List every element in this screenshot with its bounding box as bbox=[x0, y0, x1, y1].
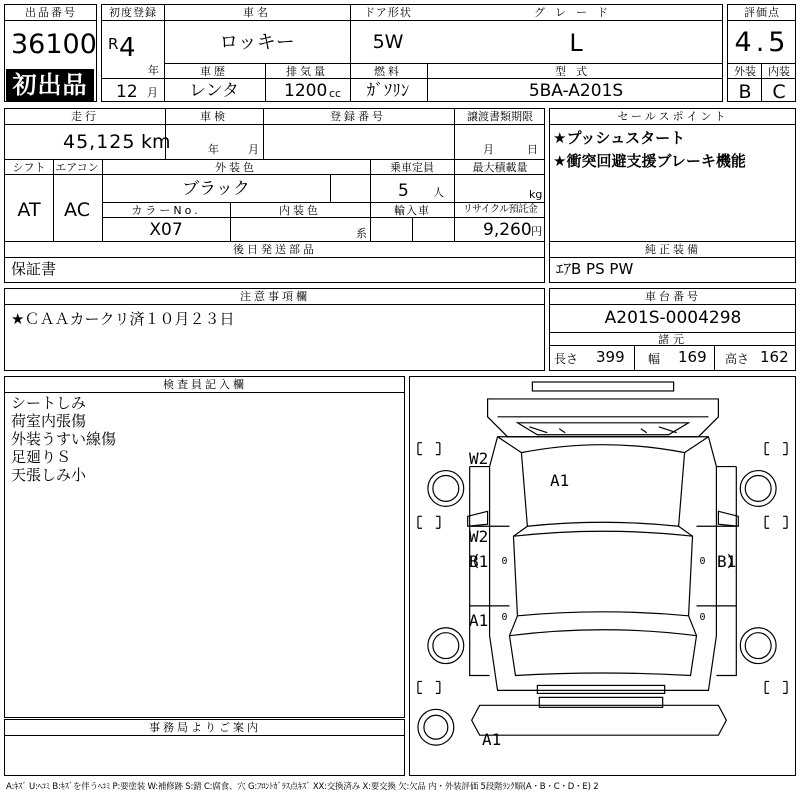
recycle-fee: 9,260 bbox=[483, 220, 532, 240]
exterior-grade: B bbox=[738, 81, 752, 103]
sales-points-box bbox=[549, 108, 796, 242]
registration-number-label: 登録番号 bbox=[330, 110, 386, 123]
max-load-label: 最大積載量 bbox=[472, 161, 528, 174]
import-label: 輸入車 bbox=[394, 204, 430, 217]
inspector-box bbox=[4, 376, 405, 718]
transfer-doc-label: 譲渡書類期限 bbox=[467, 110, 533, 123]
first-listing-badge: 初出品 bbox=[6, 69, 94, 101]
car-diagram-box bbox=[409, 376, 796, 776]
capacity-label: 乗車定員 bbox=[390, 161, 434, 174]
inspector-line: シートしみ bbox=[11, 394, 87, 412]
notes-box bbox=[4, 288, 545, 371]
year-unit: 年 bbox=[148, 64, 159, 77]
legend: A:ｷｽﾞ U:ﾍｺﾐ B:ｷｽﾞを伴うﾍｺﾐ P:要塗装 W:補修跡 S:錆 C:腐食、穴 G:ﾌﾛﾝﾄｶﾞﾗｽ点ｷｽﾞ XX:交換済み X:要交換 欠:欠品 内・外装評価 5段階ﾗﾝｸ順(A・B・C・D・E) 2 bbox=[6, 782, 599, 792]
inspector-label: 検査員記入欄 bbox=[163, 378, 247, 391]
fuel: ｶﾞｿﾘﾝ bbox=[366, 81, 410, 101]
aircon-label: エアコン bbox=[55, 161, 99, 174]
damage-mark: B1 bbox=[717, 552, 737, 571]
model: 5BA-A201S bbox=[528, 81, 624, 101]
score: 4.5 bbox=[734, 27, 790, 58]
inspector-line: 足廻りＳ bbox=[11, 448, 72, 466]
office-label: 事務局よりご案内 bbox=[149, 721, 261, 734]
inspection-label: 車検 bbox=[200, 110, 228, 123]
chassis-box bbox=[549, 288, 796, 371]
displacement-label: 排気量 bbox=[286, 65, 328, 78]
damage-mark: W2 bbox=[469, 527, 489, 546]
length-label: 長さ bbox=[554, 352, 579, 366]
first-registration-label: 初度登録 bbox=[109, 6, 157, 19]
yen-unit: 円 bbox=[531, 225, 542, 238]
height-value: 162 bbox=[760, 348, 789, 366]
equipment-box bbox=[549, 241, 796, 283]
lot-number-box bbox=[4, 4, 97, 102]
inspection-month-unit: 月 bbox=[248, 143, 259, 156]
damage-mark: B1 bbox=[469, 552, 489, 571]
score-box bbox=[727, 4, 796, 102]
car-diagram bbox=[410, 377, 795, 775]
aircon: AC bbox=[64, 199, 90, 221]
door-type: 5W bbox=[372, 31, 404, 53]
office-box bbox=[4, 719, 405, 776]
sales-point-2: ★衝突回避支援ブレーキ機能 bbox=[553, 152, 746, 170]
exterior-color: ブラック bbox=[182, 179, 250, 199]
fuel-label: 燃料 bbox=[374, 65, 402, 78]
chassis-label: 車台番号 bbox=[645, 290, 701, 303]
chassis-number: A201S-0004298 bbox=[604, 308, 742, 328]
history-label: 車歴 bbox=[200, 65, 228, 78]
exterior-label: 外装 bbox=[734, 65, 756, 78]
later-parts-box bbox=[4, 241, 545, 283]
cc-unit: cc bbox=[329, 87, 342, 100]
sales-points-label: セールスポイント bbox=[617, 110, 729, 123]
damage-mark: A1 bbox=[550, 471, 570, 490]
inspection-year-unit: 年 bbox=[208, 143, 219, 156]
car-name: ロッキー bbox=[219, 31, 295, 53]
registration-year: 4 bbox=[119, 33, 136, 63]
inspector-line: 外装うすい線傷 bbox=[11, 430, 117, 448]
lot-number: 36100 bbox=[11, 29, 97, 60]
later-parts-label: 後日発送部品 bbox=[233, 243, 317, 256]
damage-mark: A1 bbox=[469, 611, 489, 630]
grade-label: グレード bbox=[534, 6, 618, 19]
vehicle-info-box bbox=[4, 108, 545, 242]
lot-number-label: 出品番号 bbox=[25, 6, 77, 19]
car-name-label: 車名 bbox=[243, 6, 271, 19]
transfer-day-unit: 日 bbox=[527, 143, 538, 156]
header-main-box bbox=[101, 4, 723, 102]
color-number-label: カラーNo. bbox=[131, 204, 201, 217]
recycle-label: リサイクル預託金 bbox=[462, 204, 538, 215]
grade: L bbox=[569, 29, 583, 57]
damage-mark: A1 bbox=[482, 730, 502, 749]
score-label: 評価点 bbox=[744, 6, 780, 19]
width-value: 169 bbox=[678, 348, 707, 366]
svg-text:0: 0 bbox=[699, 611, 706, 623]
interior-color-unit: 系 bbox=[356, 227, 367, 240]
model-label: 型式 bbox=[555, 65, 597, 78]
transfer-month-unit: 月 bbox=[483, 143, 494, 156]
later-parts: 保証書 bbox=[11, 260, 57, 278]
exterior-color-label: 外装色 bbox=[215, 161, 257, 174]
era: R bbox=[108, 35, 119, 53]
month-unit: 月 bbox=[147, 86, 158, 99]
mileage-unit: km bbox=[141, 131, 171, 153]
shift: AT bbox=[17, 199, 41, 221]
door-label: ドア形状 bbox=[364, 6, 412, 19]
capacity: 5 bbox=[398, 181, 409, 201]
equipment-label: 純正装備 bbox=[645, 243, 701, 256]
spec-label: 諸元 bbox=[658, 333, 688, 346]
height-label: 高さ bbox=[725, 352, 750, 366]
damage-mark: W2 bbox=[469, 449, 489, 468]
equipment: ｴｱB PS PW bbox=[556, 260, 634, 278]
history: レンタ bbox=[189, 81, 239, 101]
interior-grade: C bbox=[772, 81, 786, 103]
mileage: 45,125 bbox=[63, 131, 136, 153]
inspector-line: 天張しみ小 bbox=[11, 466, 87, 484]
interior-label: 内装 bbox=[768, 65, 790, 78]
kg-unit: kg bbox=[529, 188, 543, 201]
displacement: 1200 bbox=[284, 81, 328, 101]
inspector-line: 荷室内張傷 bbox=[11, 412, 87, 430]
color-number: X07 bbox=[149, 220, 183, 240]
svg-text:0: 0 bbox=[501, 611, 508, 623]
length-value: 399 bbox=[596, 348, 625, 366]
person-unit: 人 bbox=[433, 186, 444, 199]
svg-text:0: 0 bbox=[501, 556, 508, 568]
interior-color-label: 内装色 bbox=[279, 204, 321, 217]
notes-label: 注意事項欄 bbox=[240, 290, 310, 303]
registration-month: 12 bbox=[116, 82, 138, 102]
width-label: 幅 bbox=[648, 352, 661, 366]
mileage-label: 走行 bbox=[71, 110, 99, 123]
svg-text:0: 0 bbox=[699, 556, 706, 568]
notes-text: ★ＣＡＡカークリ済１０月２３日 bbox=[11, 310, 235, 328]
sales-point-1: ★プッシュスタート bbox=[553, 129, 686, 147]
shift-label: シフト bbox=[12, 161, 46, 174]
